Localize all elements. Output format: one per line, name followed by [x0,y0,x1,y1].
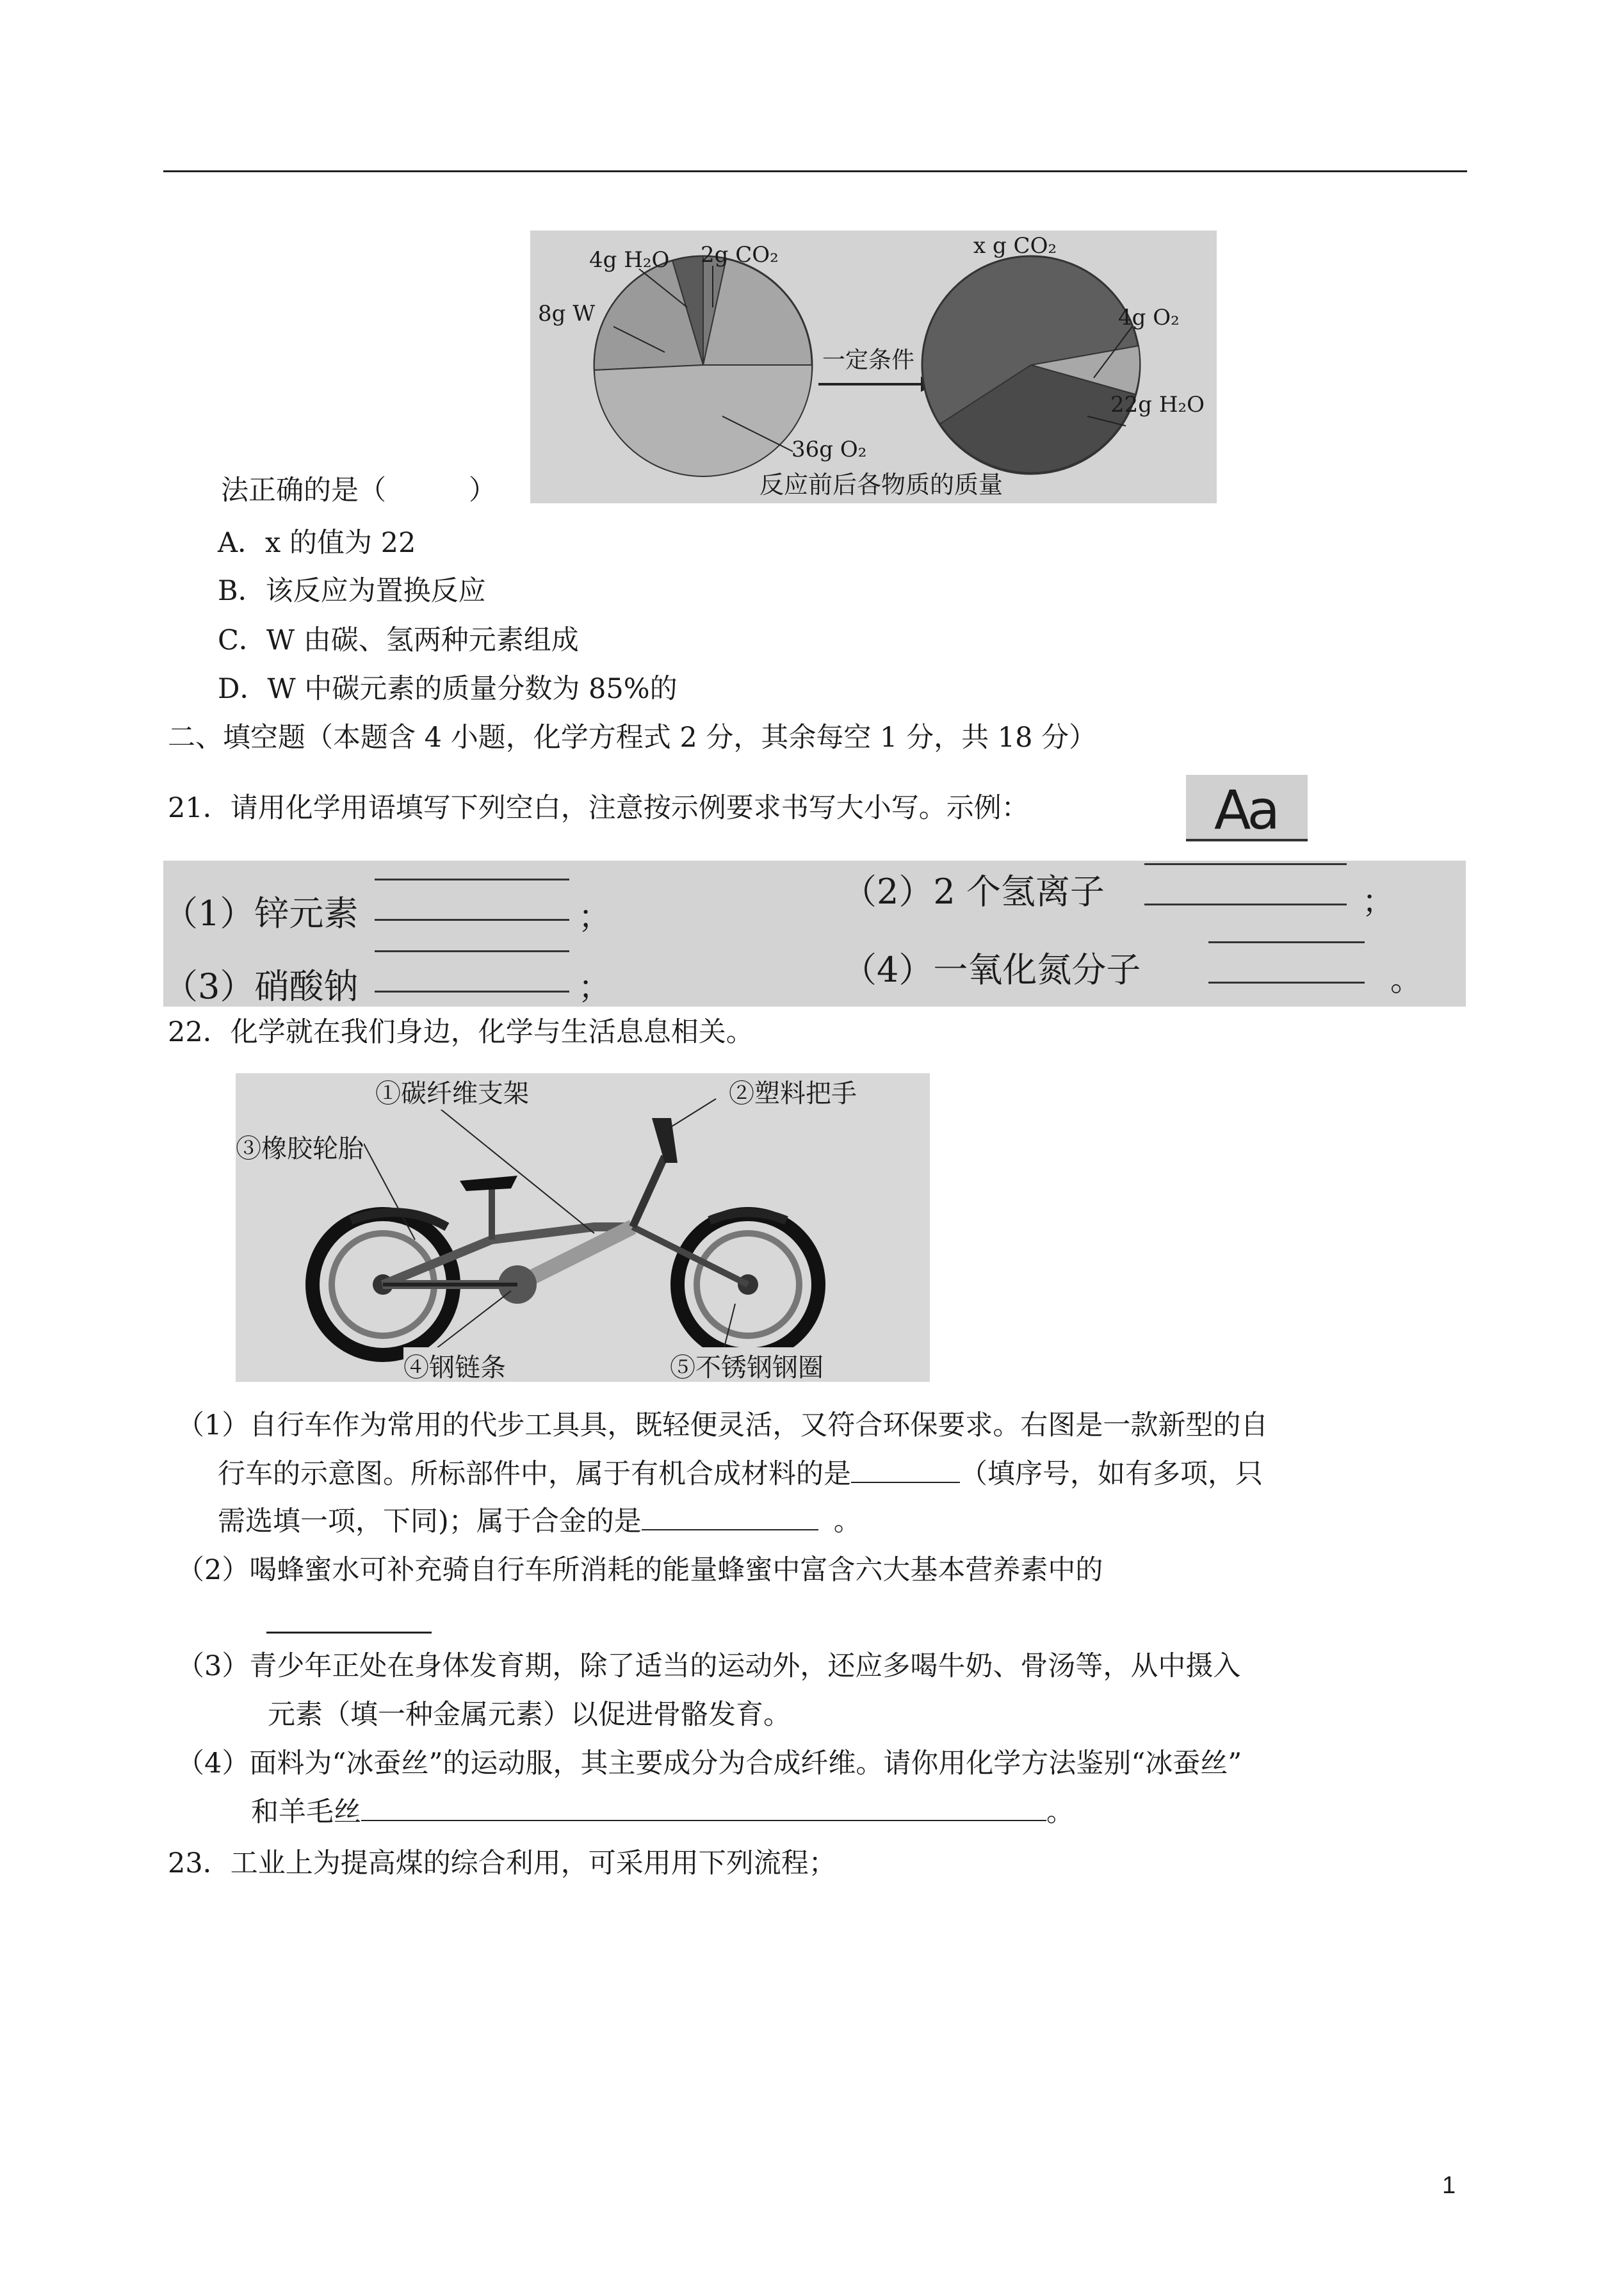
q22-p1-line1: （1）自行车作为常用的代步工具具，既轻便灵活，又符合环保要求。右图是一款新型的自 [177,1409,1269,1441]
q22-p4-line2a: 和羊毛丝 [251,1796,361,1828]
label-steel-rim: ⑤不锈钢钢圈 [670,1347,824,1382]
q21-item-2: （2）2 个氢离子 [842,872,1105,912]
q21-sep-2: ； [1362,883,1394,920]
q21-item-4: （4）一氧化氮分子 [842,950,1141,990]
q22-blank-alloy[interactable] [642,1504,818,1530]
q22-p1-line2b: （填序号，如有多项，只 [960,1458,1263,1490]
q22-p1-line2 [218,1456,1263,1492]
label-steel-chain: ④钢链条 [403,1347,506,1382]
label-rubber-tire: ③橡胶轮胎 [236,1128,364,1165]
label-co2-after: x g CO₂ [973,233,1057,259]
example-aa-image [1186,775,1308,841]
q21-sep-4: 。 [1390,961,1422,998]
page-number: 1 [1442,2172,1456,2199]
q22-p1-line2a: 行车的示意图。所标部件中，属于有机合成材料的是 [218,1458,851,1490]
label-h2o-after: 22g H₂O [1110,392,1205,418]
q21-stem: 21．请用化学用语填写下列空白，注意按示例要求书写大小写。示例： [168,792,1029,824]
q22-stem: 22．化学就在我们身边，化学与生活息息相关。 [168,1016,754,1048]
example-aa: Aa [1214,779,1276,841]
bicycle-drawing [236,1073,930,1382]
q22-p4-line2b: 。 [1046,1796,1074,1828]
q21-sep-3: ； [578,969,610,1006]
q22-blank-organic[interactable] [851,1456,960,1483]
q21-item-3: （3）硝酸钠 [163,966,359,1007]
q21-item-1: （1）锌元素 [163,893,359,934]
q20-option-d: D．W 中碳元素的质量分数为 85%的 [218,673,678,705]
arrow-label: 一定条件 [822,347,915,373]
q22-blank-nutrient[interactable] [266,1632,432,1634]
label-o2-before: 36g O₂ [792,437,867,462]
label-o2-after: 4g O₂ [1118,305,1180,330]
stem [633,1156,665,1227]
q21-blank-1[interactable] [375,879,569,921]
q20-option-a: A．x 的值为 22 [218,527,416,559]
seat [460,1176,517,1191]
q22-p3-line2: 元素（填一种金属元素）以促进骨骼发育。 [268,1699,791,1731]
bicycle-figure [236,1073,930,1382]
label-h2o-before: 4g H₂O [589,247,670,273]
q22-p4-line2 [251,1794,1074,1830]
q22-p1-line3b: 。 [833,1505,861,1537]
q22-p4-line1: （4）面料为“冰蚕丝”的运动服，其主要成分为合成纤维。请你用化学方法鉴别“冰蚕丝” [177,1748,1242,1780]
figure-caption: 反应前后各物质的质量 [759,471,1003,499]
q20-option-b: B．该反应为置换反应 [218,575,486,607]
q21-blank-3[interactable] [375,950,569,993]
q21-blank-4[interactable] [1208,941,1365,984]
q22-p1-line3a: 需选填一项，下同)；属于合金的是 [218,1505,642,1537]
q23-stem: 23．工业上为提高煤的综合利用，可采用用下列流程； [168,1847,836,1879]
reaction-mass-figure [530,231,1217,503]
q21-blanks-photo [163,861,1466,1007]
leader-handle [665,1099,716,1131]
header-rule [163,170,1467,172]
label-plastic-handle: ②塑料把手 [729,1073,857,1110]
q22-p3-line1: （3）青少年正处在身体发育期，除了适当的运动外，还应多喝牛奶、骨汤等，从中摄入 [177,1650,1241,1682]
label-w-before: 8g W [538,301,596,327]
section-2-title: 二、填空题（本题含 4 小题，化学方程式 2 分，其余每空 1 分，共 18 分） [168,722,1097,754]
q21-sep-1: ； [578,898,610,936]
label-carbon-frame: ①碳纤维支架 [375,1073,529,1110]
leader-tire [364,1144,415,1240]
leader-frame [428,1099,594,1233]
q22-p1-line3 [218,1504,861,1539]
q20-stem: 法正确的是（ ） [221,474,496,507]
q22-blank-identify[interactable] [361,1794,1046,1821]
q20-option-c: C．W 由碳、氢两种元素组成 [218,624,579,656]
q21-blank-2[interactable] [1144,863,1347,905]
slice-o2-before [594,365,812,476]
label-co2-before: 2g CO₂ [701,242,779,268]
q22-p2: （2）喝蜂蜜水可补充骑自行车所消耗的能量蜂蜜中富含六大基本营养素中的 [177,1554,1103,1586]
